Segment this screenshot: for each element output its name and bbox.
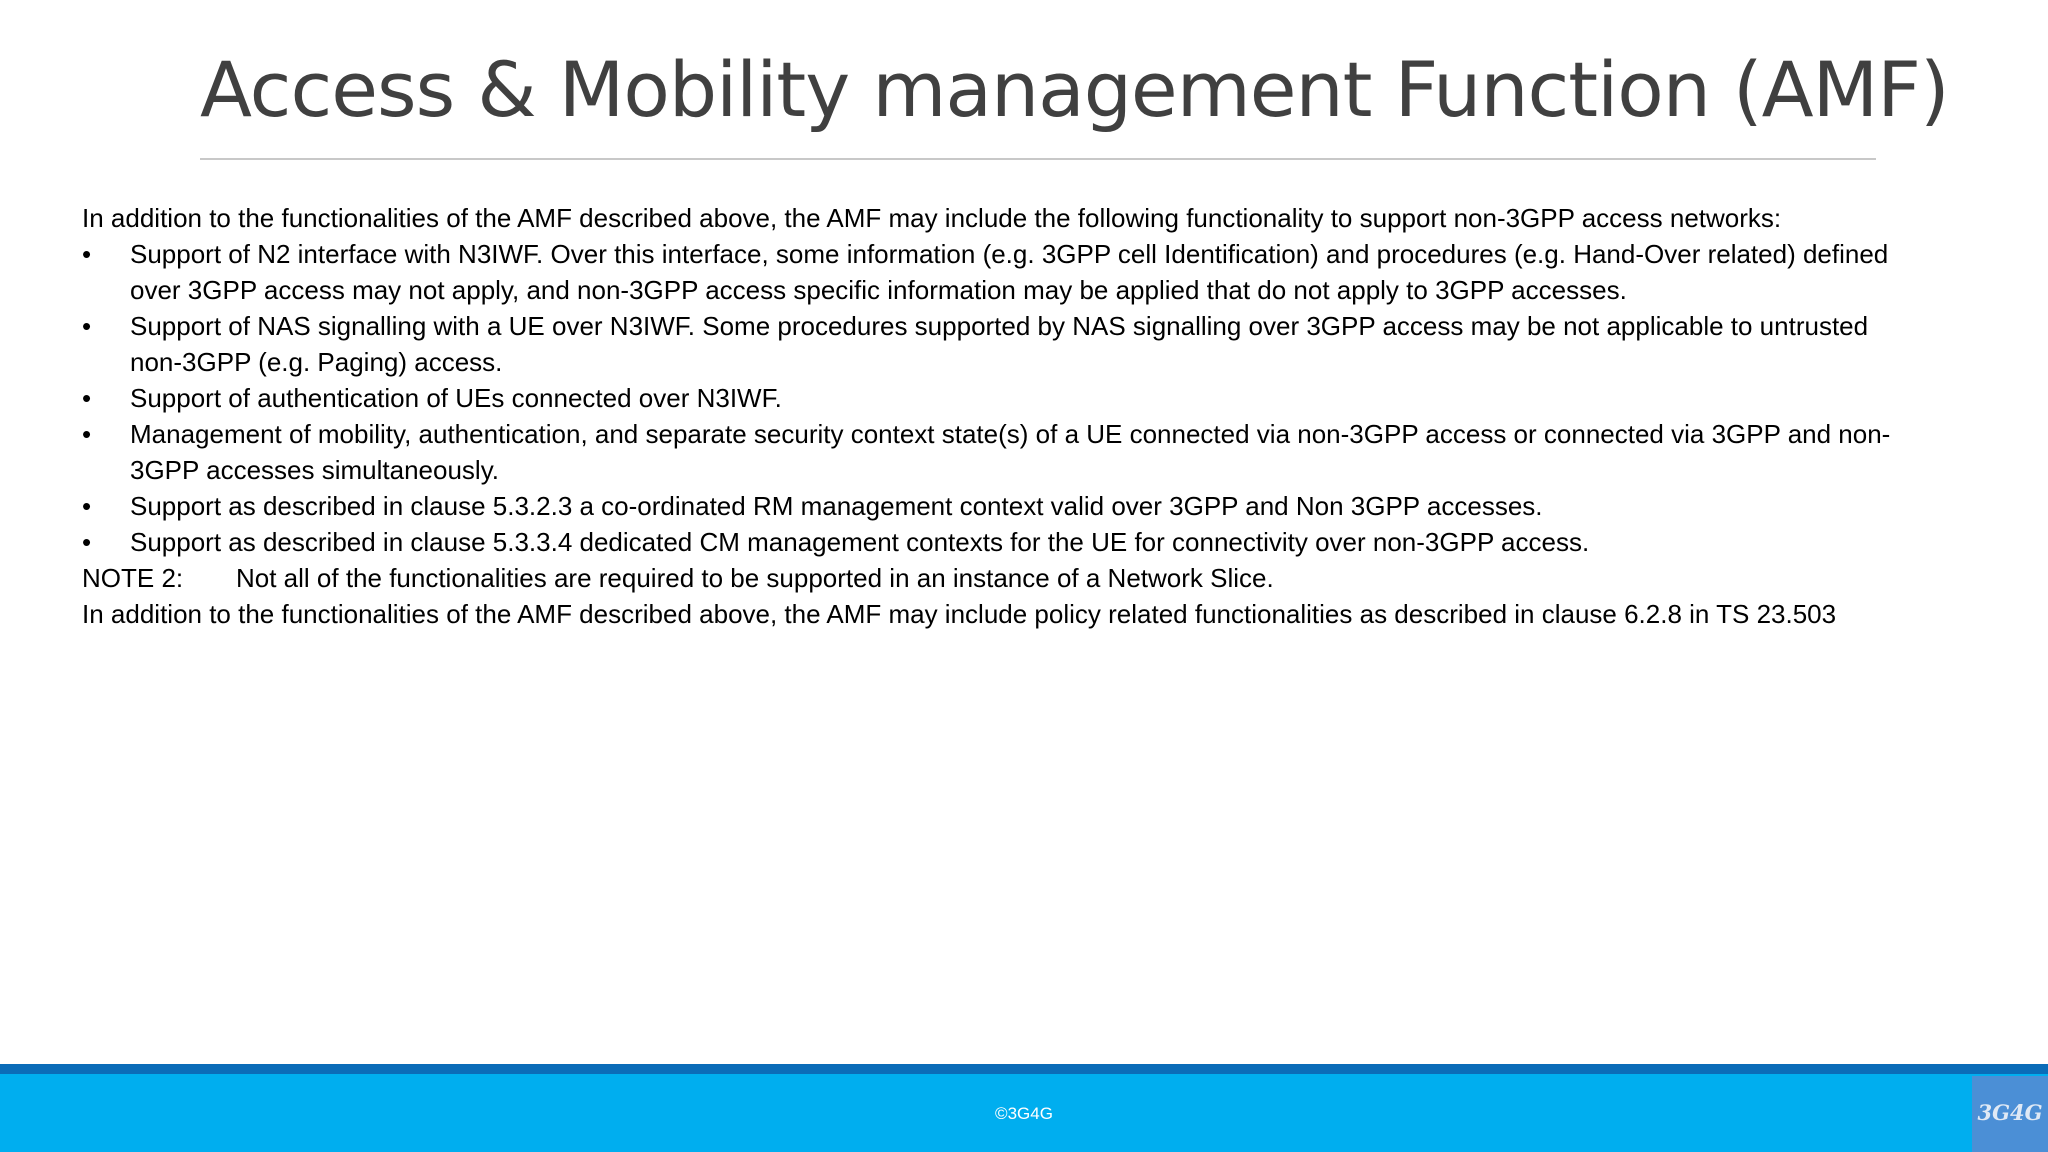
footer-bar [0, 1074, 2048, 1152]
list-item [82, 524, 2030, 560]
closing-paragraph: In addition to the functionalities of the AMF described above, the AMF may include policy related functionalities as described in clause 6.2.8 in TS 23.503 [82, 599, 1837, 629]
bullet-icon: • [82, 311, 92, 341]
slide-body [82, 200, 1982, 632]
brand-logo-text: 3G4G [1977, 1100, 2043, 1125]
list-item-line: Support of NAS signalling with a UE over N3IWF. Some procedures supported by NAS signalling over 3GPP access may be not applicable to untrusted [130, 311, 1869, 341]
note-text: Not all of the functionalities are required to be supported in an instance of a Network Slice. [236, 563, 1274, 593]
functionality-list [82, 236, 1982, 560]
list-item-line: Support of authentication of UEs connected over N3IWF. [130, 383, 782, 413]
list-item-line: Support as described in clause 5.3.3.4 dedicated CM management contexts for the UE for connectivity over non-3GPP access. [130, 527, 1590, 557]
list-item [82, 380, 2030, 416]
note-paragraph [82, 560, 1982, 596]
list-item [82, 308, 2030, 380]
bullet-icon: • [82, 419, 92, 449]
list-item-line: Support of N2 interface with N3IWF. Over this interface, some information (e.g. 3GPP cell Identification) and procedures (e.g. Hand-Over related) defined [130, 239, 1889, 269]
list-item-line: non-3GPP (e.g. Paging) access. [130, 347, 503, 377]
footer-copyright: ©3G4G [995, 1104, 1053, 1123]
list-item-line: Support as described in clause 5.3.2.3 a co-ordinated RM management context valid over 3GPP and Non 3GPP accesses. [130, 491, 1543, 521]
list-item-line: 3GPP accesses simultaneously. [130, 455, 499, 485]
brand-logo [1972, 1076, 2048, 1152]
bullet-icon: • [82, 527, 92, 557]
footer-accent-band [0, 1064, 2048, 1074]
list-item-line: Management of mobility, authentication, and separate security context state(s) of a UE connected via non-3GPP access or connected via 3GPP and non- [130, 419, 1891, 449]
list-item [82, 488, 2030, 524]
bullet-icon: • [82, 491, 92, 521]
bullet-icon: • [82, 383, 92, 413]
slide-title: Access & Mobility management Function (AMF) [200, 45, 1949, 134]
intro-paragraph: In addition to the functionalities of the AMF described above, the AMF may include the following functionality to support non-3GPP access networks: [82, 203, 1782, 233]
list-item [82, 236, 2030, 308]
title-divider [200, 158, 1876, 160]
bullet-icon: • [82, 239, 92, 269]
list-item [82, 416, 2030, 488]
note-label: NOTE 2: [82, 563, 184, 593]
list-item-line: over 3GPP access may not apply, and non-3GPP access specific information may be applied that do not apply to 3GPP accesses. [130, 275, 1627, 305]
